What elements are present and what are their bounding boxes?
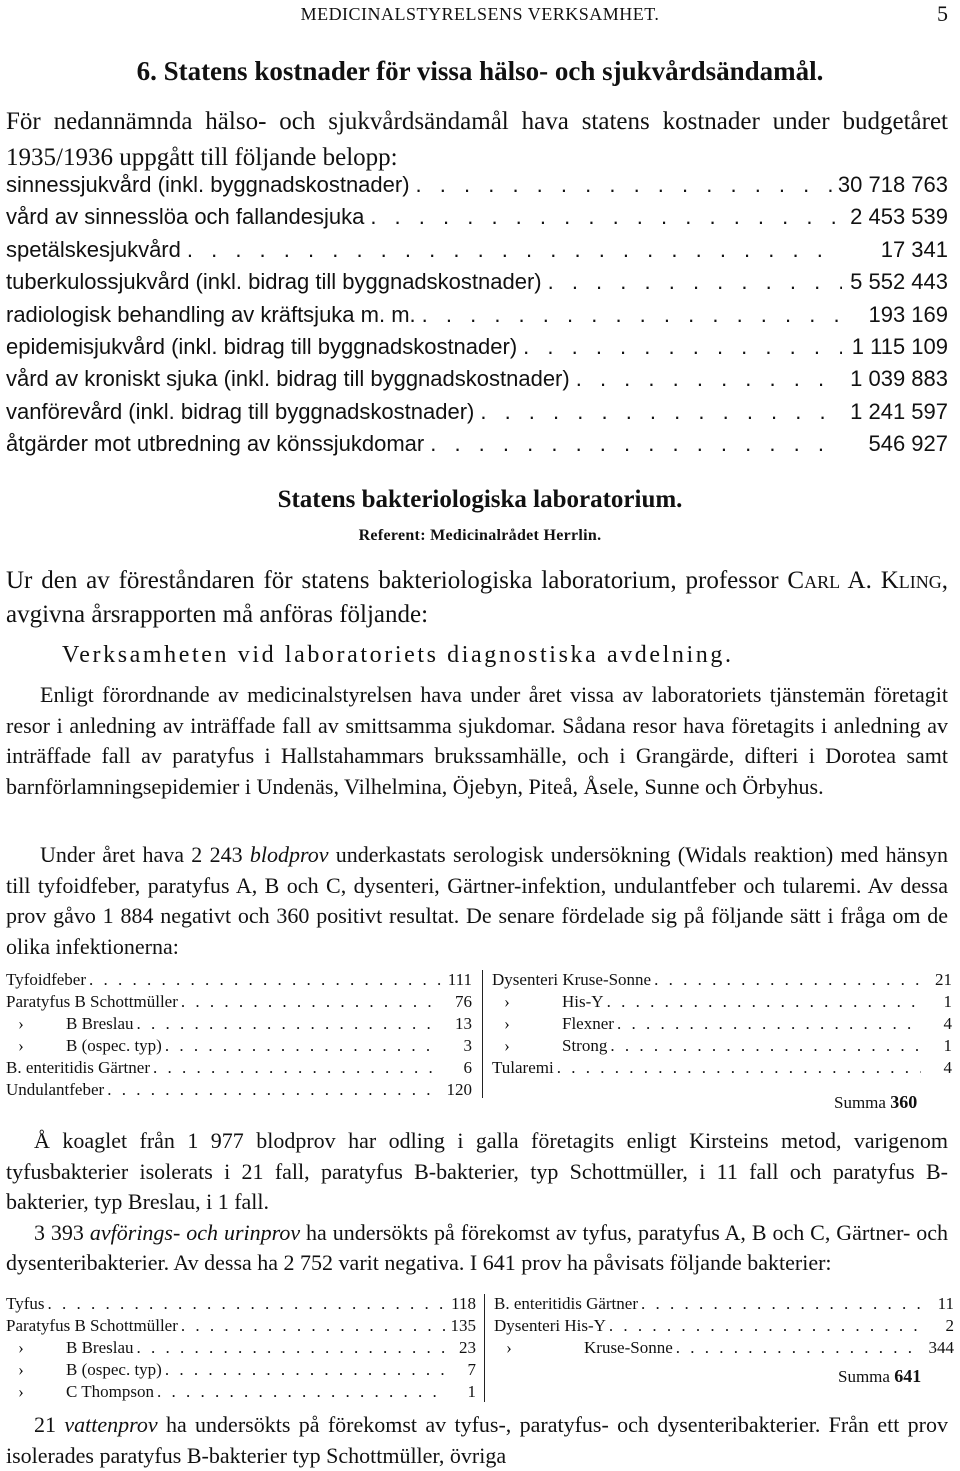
cost-label: radiologisk behandling av kräftsjuka m. m. — [6, 301, 416, 327]
ditto-mark: › — [504, 992, 510, 1011]
row-prefix: Paratyfus — [6, 1316, 71, 1335]
infection-table-left — [6, 970, 472, 1102]
row-count: 111 — [447, 970, 472, 989]
cost-list — [6, 172, 948, 464]
table-row — [6, 1058, 472, 1080]
dot-leader — [107, 1080, 441, 1100]
row-count: 6 — [463, 1058, 472, 1077]
row-label: Tularemi — [492, 1058, 554, 1077]
row-count: 3 — [463, 1036, 472, 1055]
dot-leader — [548, 269, 842, 295]
ditto-mark: › — [18, 1036, 24, 1055]
dot-leader — [137, 1338, 445, 1358]
row-label: Undulantfeber — [6, 1080, 105, 1099]
table-row — [492, 1014, 952, 1036]
row-count: 7 — [467, 1360, 476, 1379]
row-name: B Breslau — [66, 1338, 134, 1357]
sum-value: 360 — [890, 1092, 918, 1112]
cost-label: vård av kroniskt sjuka (inkl. bidrag till byggnadskostnader) — [6, 366, 570, 392]
running-title: MEDICINALSTYRELSENS VERKSAMHET. — [300, 4, 660, 24]
row-label — [6, 1316, 178, 1336]
row-count: 13 — [455, 1014, 472, 1033]
lab-intro-text: Ur den av föreståndaren för statens bakteriologiska laboratorium, professor — [6, 567, 788, 594]
row-name: B Breslau — [66, 1014, 134, 1033]
row-count: 135 — [450, 1316, 476, 1335]
row-name: B Schottmüller — [74, 1316, 178, 1335]
cost-row — [6, 237, 948, 269]
ditto-mark: › — [18, 1360, 24, 1379]
cost-label: vård av sinnesslöa och fallandesjuka — [6, 204, 365, 230]
dot-leader — [187, 237, 842, 263]
table-row — [6, 1316, 476, 1338]
dot-leader — [576, 366, 842, 392]
row-name: B (ospec. typ) — [66, 1360, 162, 1379]
lab-intro — [6, 564, 948, 632]
row-label — [492, 992, 604, 1012]
lab-intro-tail: , avgivna årsrapporten må anföras följande: — [6, 567, 948, 628]
row-label — [492, 970, 651, 990]
row-label — [492, 1014, 614, 1034]
cost-value: 17 341 — [880, 236, 948, 262]
table-row — [6, 992, 472, 1014]
cost-row — [6, 204, 948, 236]
sum-label: Summa — [834, 1093, 886, 1112]
dot-leader — [617, 1014, 921, 1034]
row-count: 1 — [943, 1036, 952, 1055]
cost-value: 30 718 763 — [837, 172, 948, 197]
ditto-mark: › — [18, 1382, 24, 1401]
dot-leader — [165, 1036, 441, 1056]
cost-label: tuberkulossjukvård (inkl. bidrag till byggnadskostnader) — [6, 269, 542, 295]
table-row — [6, 1360, 476, 1382]
dot-leader — [676, 1338, 923, 1358]
paragraph-waterprov — [6, 1410, 948, 1471]
paragraph-bloodtests — [6, 840, 948, 962]
sum-label: Summa — [838, 1367, 890, 1386]
table-row — [492, 992, 952, 1014]
row-name: His-Y — [562, 992, 604, 1011]
referent-line: Referent: Medicinalrådet Herrlin. — [358, 527, 602, 544]
page-header — [0, 1, 960, 30]
row-count: 4 — [943, 1058, 952, 1077]
column-divider — [484, 1294, 485, 1402]
cost-value: 1 115 109 — [851, 333, 948, 359]
table2-sum — [838, 1366, 921, 1387]
cost-label: åtgärder mot utbredning av könssjukdomar — [6, 431, 425, 457]
cost-value: 2 453 539 — [850, 204, 948, 230]
emphasis-text: blodprov — [249, 842, 329, 867]
column-divider — [482, 970, 483, 1098]
dot-leader — [153, 1058, 441, 1078]
row-name: B Schottmüller — [74, 992, 178, 1011]
row-prefix: Dysenteri — [494, 1316, 561, 1335]
row-name: Kruse-Sonne — [562, 970, 652, 989]
bacteria-table-left — [6, 1294, 476, 1404]
cost-label: epidemisjukvård (inkl. bidrag till byggnadskostnader) — [6, 333, 518, 359]
row-prefix: Dysenteri — [492, 970, 559, 989]
cost-label: vanförevård (inkl. bidrag till byggnadskostnader) — [6, 398, 475, 424]
dot-leader — [165, 1360, 445, 1380]
row-name: Kruse-Sonne — [584, 1338, 673, 1357]
dot-leader — [609, 1316, 923, 1336]
cost-value: 193 169 — [868, 301, 948, 327]
cost-value: 1 039 883 — [850, 366, 948, 392]
emphasis-text: avförings- och urinprov — [89, 1219, 301, 1245]
row-count: 11 — [937, 1294, 954, 1313]
row-count: 21 — [935, 970, 952, 989]
lab-title: Statens bakteriologiska laboratorium. — [277, 486, 683, 513]
infection-table-right — [492, 970, 952, 1080]
ditto-mark: › — [504, 1014, 510, 1033]
cost-value: 546 927 — [868, 431, 948, 457]
row-count: 1 — [467, 1382, 476, 1401]
cost-label: sinnessjukvård (inkl. byggnadskostnader) — [6, 172, 410, 197]
cost-label: spetälskesjukvård — [6, 236, 181, 262]
row-label — [6, 1014, 134, 1034]
table1-sum — [834, 1092, 917, 1113]
paragraph-cultures — [6, 1126, 948, 1279]
row-count: 344 — [928, 1338, 954, 1357]
row-name: B (ospec. typ) — [66, 1036, 162, 1055]
dot-leader — [47, 1294, 445, 1314]
row-count: 2 — [945, 1316, 954, 1335]
paragraph-text: underkastats serologisk undersökning (Widals reaktion) med hänsyn till tyfoidfeber, paratyfus A, B och C, dysenteri, Gärtner-infektion, undulantfeber och tularemi. Av dessa prov gåvo 1 884 negativt och 360 positivt resultat. De senare fördelade sig på följande sätt i fråga om de olika infektionerna: — [6, 842, 948, 959]
sum-value: 641 — [894, 1366, 922, 1386]
row-count: 4 — [943, 1014, 952, 1033]
paragraph-text: Under året hava 2 243 — [40, 842, 250, 867]
bacteria-table-right — [494, 1294, 954, 1360]
page-number: 5 — [937, 1, 948, 26]
dot-leader — [181, 1316, 445, 1336]
row-label — [6, 1382, 154, 1402]
dot-leader — [137, 1014, 441, 1034]
author-initial: A. — [840, 567, 881, 594]
row-label — [494, 1316, 606, 1336]
row-label: B. enteritidis Gärtner — [494, 1294, 638, 1313]
emphasis-text: vattenprov — [64, 1412, 158, 1437]
row-count: 76 — [455, 992, 472, 1011]
paragraph-travel: Enligt förordnande av medicinalstyrelsen hava under året vissa av laboratoriets tjänstemän företagit resor i anledning av inträffade fall av smittsamma sjukdomar. Sådana resor hava företagits i anledning av inträffade fall av paratyfus i Hallstahammars brukssamhälle, och i Grangärde, difteri i Dorotea samt barnförlamningsepidemier i Undenäs, Vilhelmina, Öjebyn, Piteå, Åsele, Sunne och Örbyhus. — [6, 682, 948, 799]
cost-row — [6, 431, 948, 463]
cost-row — [6, 302, 948, 334]
row-label: Tyfus — [6, 1294, 45, 1313]
paragraph-text: 3 393 — [34, 1219, 90, 1245]
paragraph-text: Å koaglet från 1 977 blodprov har odling i galla företagits enligt Kirsteins metod, varigenom tyfusbakterier isolerats i 21 fall, paratyfus B-bakterier, typ Schottmüller, i 11 fall och paratyfus B-bakterier, typ Breslau, i 1 fall. — [6, 1128, 948, 1214]
section-intro: För nedannämnda hälso- och sjukvårdsändamål hava statens kostnader under budgetåret 1935/1936 uppgått till följande belopp: — [6, 108, 948, 171]
dot-leader — [157, 1382, 445, 1402]
table-row — [494, 1294, 954, 1316]
table-row — [492, 1036, 952, 1058]
row-prefix: Paratyfus — [6, 992, 71, 1011]
section-title: 6. Statens kostnader för vissa hälso- och sjukvårdsändamål. — [136, 56, 824, 86]
row-name: C Thompson — [66, 1382, 155, 1401]
row-label — [6, 1036, 162, 1056]
table-row — [6, 1014, 472, 1036]
ditto-mark: › — [504, 1036, 510, 1055]
ditto-mark: › — [18, 1338, 24, 1357]
table-row — [6, 970, 472, 992]
dot-leader — [422, 302, 842, 328]
table-row — [6, 1080, 472, 1102]
cost-row — [6, 172, 948, 204]
row-count: 118 — [451, 1294, 476, 1313]
dot-leader — [480, 399, 842, 425]
row-label — [6, 1338, 134, 1358]
table-row — [492, 1058, 952, 1080]
table-row — [494, 1338, 954, 1360]
row-name: His-Y — [564, 1316, 606, 1335]
ditto-mark: › — [18, 1014, 24, 1033]
row-name: Flexner — [562, 1014, 614, 1033]
row-label: B. enteritidis Gärtner — [6, 1058, 150, 1077]
dot-leader — [89, 970, 441, 990]
row-count: 1 — [943, 992, 952, 1011]
cost-row — [6, 269, 948, 301]
row-label — [6, 1360, 162, 1380]
dot-leader — [607, 992, 921, 1012]
dot-leader — [416, 172, 832, 198]
table-row — [6, 1294, 476, 1316]
dot-leader — [430, 431, 842, 457]
table-row — [492, 970, 952, 992]
row-count: 23 — [459, 1338, 476, 1357]
dot-leader — [654, 970, 921, 990]
paragraph-text: ha undersökts på förekomst av tyfus-, paratyfus- och dysenteribakterier. Från ett prov isolerades paratyfus B-bakterier typ Schottmüller, övriga — [6, 1412, 948, 1468]
dot-leader — [181, 992, 441, 1012]
dot-leader — [610, 1036, 921, 1056]
cost-row — [6, 366, 948, 398]
paragraph-text: ha undersökts på förekomst av tyfus, paratyfus A, B och C, Gärtner- och dysenteribakterier. Av dessa ha 2 752 varit negativa. I 641 prov ha påvisats följande bakterier: — [6, 1219, 949, 1275]
paragraph-text: 21 — [34, 1412, 65, 1437]
row-label: Tyfoidfeber — [6, 970, 86, 989]
table-row — [6, 1382, 476, 1404]
author-surname: Kling — [880, 567, 942, 594]
cost-value: 5 552 443 — [850, 269, 948, 295]
table-row — [6, 1036, 472, 1058]
table-row — [494, 1316, 954, 1338]
cost-row — [6, 399, 948, 431]
ditto-mark: › — [506, 1338, 512, 1357]
row-label — [6, 992, 178, 1012]
dot-leader — [523, 334, 842, 360]
table-row — [6, 1338, 476, 1360]
row-name: Strong — [562, 1036, 608, 1055]
section-subheading: Verksamheten vid laboratoriets diagnostiska avdelning. — [62, 642, 734, 668]
row-label — [492, 1036, 607, 1056]
cost-row — [6, 334, 948, 366]
dot-leader — [370, 204, 842, 230]
dot-leader — [641, 1294, 923, 1314]
row-label — [494, 1338, 673, 1358]
row-count: 120 — [446, 1080, 472, 1099]
cost-value: 1 241 597 — [850, 398, 948, 424]
dot-leader — [557, 1058, 921, 1078]
author-first-name: Carl — [787, 567, 841, 594]
